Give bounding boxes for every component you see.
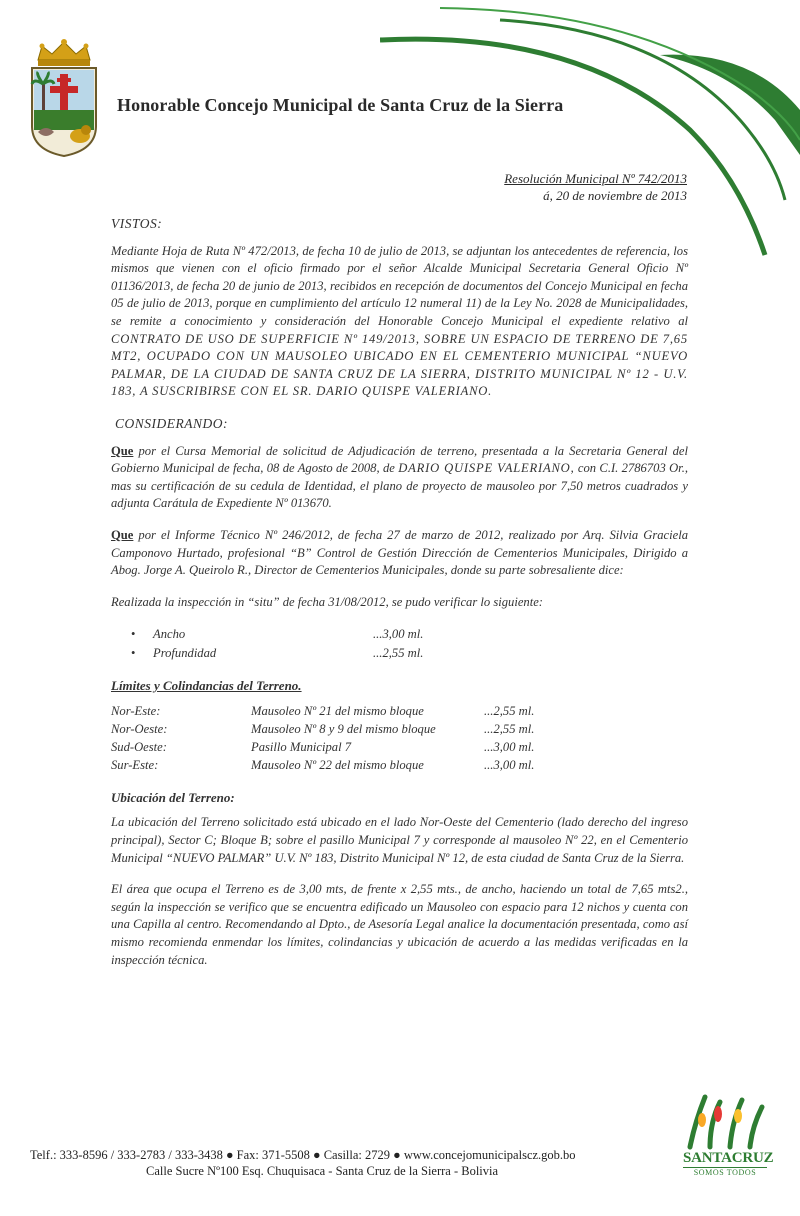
location-heading: Ubicación del Terreno: [111, 789, 235, 805]
logo-text [683, 1150, 774, 1177]
logo-slogan: SOMOS TODOS [683, 1167, 767, 1177]
list-item [111, 644, 688, 663]
table-row [111, 739, 574, 757]
list-item [111, 625, 688, 644]
vistos-text: Mediante Hoja de Ruta Nº 472/2013, de fecha 10 de julio de 2013, se adjuntan los antecedentes de referencia, los mismos que vienen con el oficio firmado por el señor Alcalde Municipal Secretaria General Oficio Nº 01136/2013, de fecha 20 de junio de 2013, recibidos en recepción de documentos del Concejo Municipal en fecha 05 de julio de 2013, porque en cumplimiento del artículo 12 numeral 11) de la Ley No. 2028 de Municipalidades, se remite a conocimiento y consideración del Honorable Concejo Municipal el expediente relativo al [111, 243, 688, 328]
crown-icon [38, 39, 90, 66]
measure-value: ...2,55 ml. [373, 645, 424, 660]
table-row [111, 721, 574, 739]
limits-heading: Límites y Colindancias del Terreno. [111, 678, 302, 694]
considerando-heading: CONSIDERANDO: [115, 415, 228, 431]
resolution-block [504, 170, 687, 204]
resolution-date: á, 20 de noviembre de 2013 [543, 188, 687, 203]
coat-of-arms-emblem [24, 38, 104, 158]
considerando-text-2: por el Informe Técnico Nº 246/2012, de fecha 27 de marzo de 2012, realizado por Arq. Silvia Graciela Camponovo Hurtado, profesional “B” Control de Gestión Dirección de Cementerios Municipales, Dirigido a Abog. Jorge A. Queirolo R., Director de Cementerios Municipales, donde su parte sobresaliente dice: [111, 527, 688, 578]
considerando-text-1a: por el Cursa Memorial de solicitud de Adjudicación de terreno, presentada a la Secretaria General del Gobierno Municipal de fecha, 08 de Agosto de 2008, de [111, 443, 688, 476]
limit-description: Mausoleo Nº 8 y 9 del mismo bloque [251, 722, 436, 737]
measure-label: Profundidad [153, 645, 217, 660]
location-paragraph: La ubicación del Terreno solicitado está ubicado en el lado Nor-Oeste del Cementerio (lado derecho del ingreso principal), Sector C; Bloque B; sobre el pasillo Municipal 7 y corresponde al mausoleo Nº 22, en el Cementerio Municipal “NUEVO PALMAR” U.V. Nº 183, Distrito Municipal Nº 12, de esta ciudad de Santa Cruz de la Sierra. [111, 815, 688, 865]
footer-contact-line: Telf.: 333-8596 / 333-2783 / 333-3438 ● Fax: 371-5508 ● Casilla: 2729 ● www.concejomunicipalscz.gob.bo [30, 1148, 576, 1162]
limit-side: Sur-Este: [111, 758, 159, 773]
limit-value: ...2,55 ml. [484, 704, 535, 719]
resolution-number: Resolución Municipal Nº 742/2013 [504, 171, 687, 186]
limit-side: Nor-Oeste: [111, 722, 168, 737]
vistos-contract-text: CONTRATO DE USO DE SUPERFICIE Nº 149/2013, SOBRE UN ESPACIO DE TERRENO DE 7,65 MT2, OCUPADO CON UN MAUSOLEO UBICADO EN EL CEMENTERIO MUNICIPAL “NUEVO PALMAR, DE LA CIUDAD DE SANTA CRUZ DE LA SIERRA, DISTRITO MUNICIPAL Nº 12 - U.V. 183, A SUSCRIBIRSE CON EL SR. DARIO QUISPE VALERIANO. [111, 331, 688, 399]
limit-description: Mausoleo Nº 22 del mismo bloque [251, 758, 424, 773]
table-row [111, 757, 574, 775]
logo-brand: SANTACRUZ [683, 1150, 774, 1166]
considerando-paragraph-2 [111, 527, 688, 580]
limit-description: Mausoleo Nº 21 del mismo bloque [251, 704, 424, 719]
measures-list [111, 625, 688, 663]
limit-side: Sud-Oeste: [111, 740, 167, 755]
organization-title: Honorable Concejo Municipal de Santa Cruz de la Sierra [117, 95, 564, 115]
limit-value: ...2,55 ml. [484, 722, 535, 737]
footer-address-line: Calle Sucre Nº100 Esq. Chuquisaca - Santa Cruz de la Sierra - Bolivia [146, 1164, 499, 1178]
inspection-intro: Realizada la inspección in “situ” de fecha 31/08/2012, se pudo verificar lo siguiente: [111, 594, 543, 609]
limit-value: ...3,00 ml. [484, 740, 535, 755]
que-label: Que [111, 527, 134, 542]
measure-label: Ancho [153, 626, 186, 641]
applicant-name: DARIO QUISPE VALERIANO, [398, 461, 575, 476]
footer-contact [30, 1147, 670, 1179]
area-paragraph: El área que ocupa el Terreno es de 3,00 mts, de frente x 2,55 mts., de ancho, haciendo un total de 7,65 mts2., según la inspección se verifico que se encuentra edificado un Mausoleo con espacio para 12 nichos y cuenta con una Capilla al centro. Recomendando al Dpto., de Asesoría Legal analice la documentación presentada, como así mismo recomienda enmendar los límites, colindancias y ubicación de acuerdo a las medidas verificadas en la inspección técnica. [111, 882, 688, 967]
table-row [111, 703, 574, 721]
limits-table [111, 703, 574, 775]
limit-description: Pasillo Municipal 7 [251, 740, 352, 755]
que-label: Que [111, 443, 134, 458]
vistos-paragraph [111, 243, 688, 401]
measure-value: ...3,00 ml. [373, 626, 424, 641]
document-body [111, 215, 688, 983]
limit-side: Nor-Este: [111, 704, 161, 719]
bullet-icon: • [131, 626, 136, 641]
vistos-heading: VISTOS: [111, 216, 163, 231]
considerando-paragraph-1 [111, 443, 688, 513]
considerando-text-1b: con C.I. 2786703 Or., mas su certificación de su cedula de Identidad, el plano de proyecto de mausoleo por 7,50 metros cuadrados y adjunta Carátula de Expediente Nº 013670. [111, 461, 688, 511]
limit-value: ...3,00 ml. [484, 758, 535, 773]
bullet-icon: • [131, 645, 136, 660]
